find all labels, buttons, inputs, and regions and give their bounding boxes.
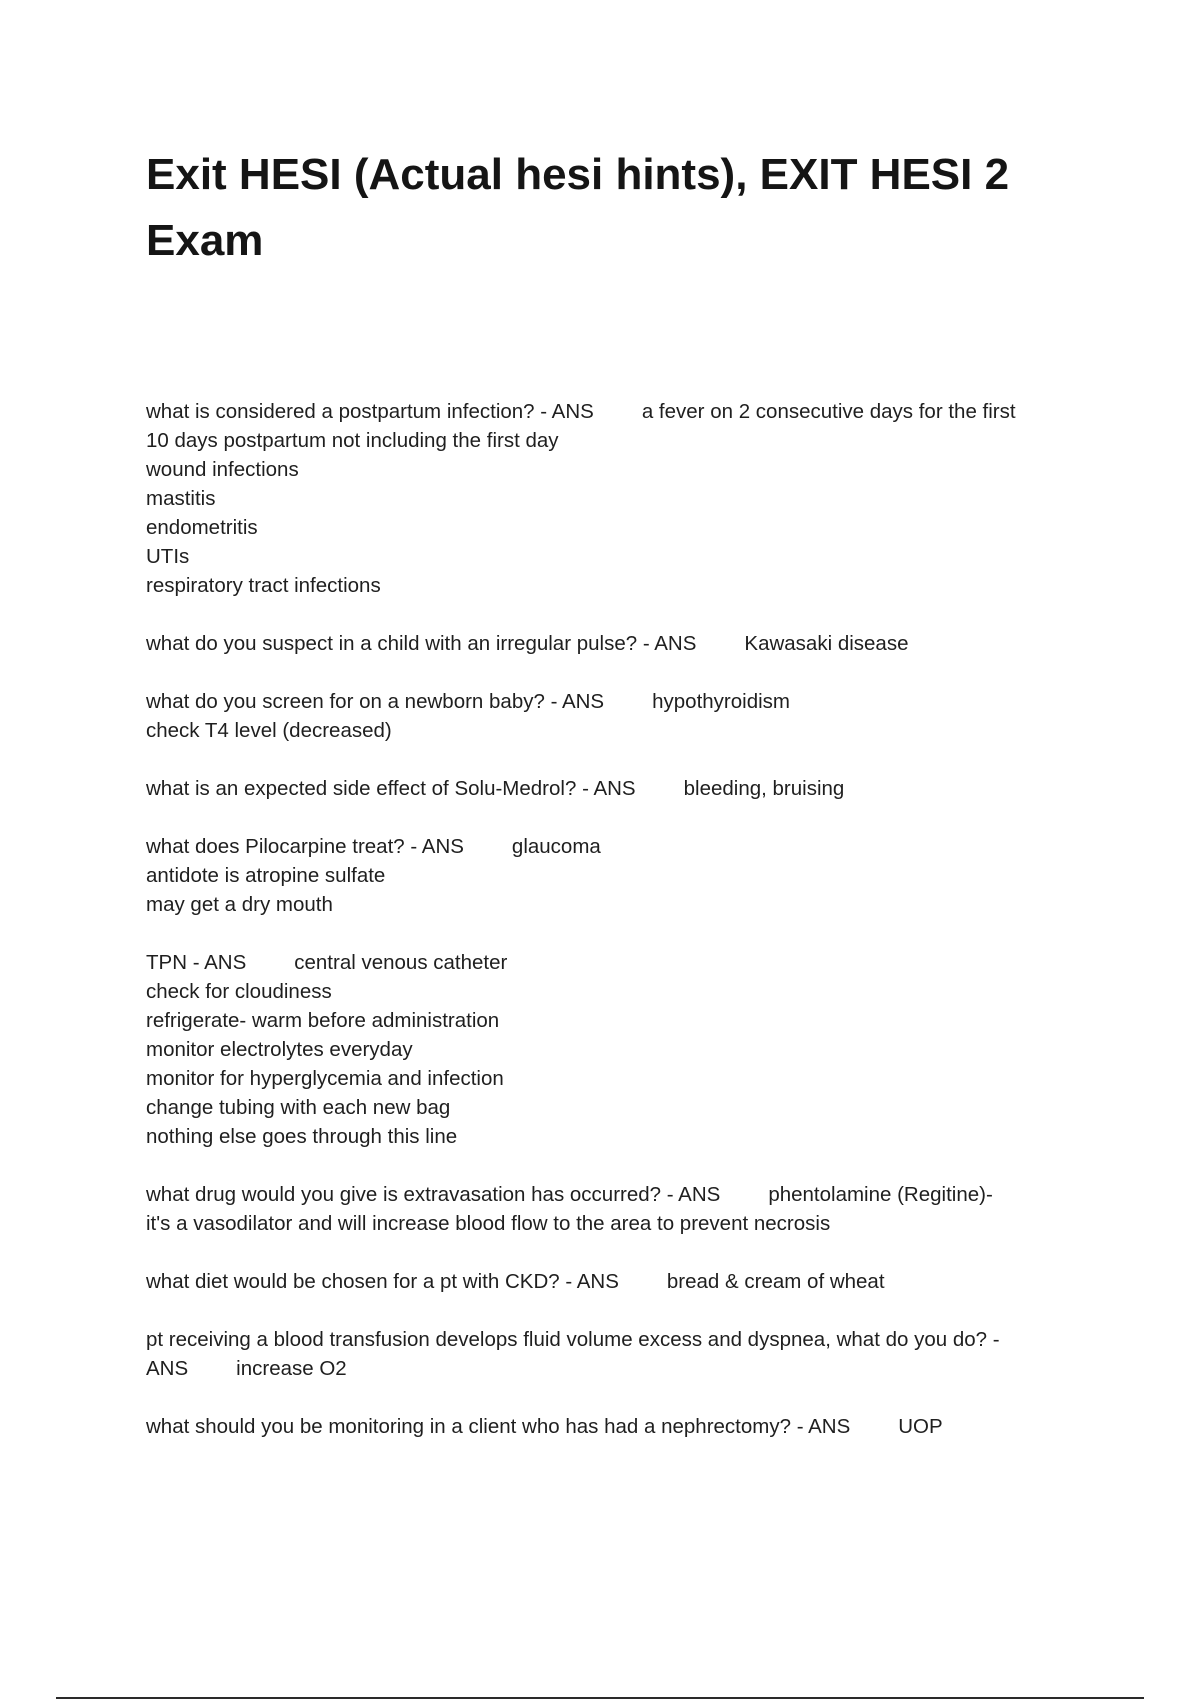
question-text: pt receiving a blood transfusion develops fluid volume excess and dyspnea, what do you do? - <box>146 1328 1000 1351</box>
detail-line: check T4 level (decreased) <box>146 719 392 742</box>
qa-entry <box>146 1325 1096 1383</box>
qa-first-line <box>146 774 1096 803</box>
detail-line: wound infections <box>146 458 299 481</box>
detail-line: endometritis <box>146 516 258 539</box>
qa-first-line <box>146 1180 1096 1209</box>
qa-entry <box>146 397 1096 600</box>
detail-line: 10 days postpartum not including the first day <box>146 429 559 452</box>
qa-first-line <box>146 1412 1096 1441</box>
qa-first-line <box>146 687 1096 716</box>
question-text: what is considered a postpartum infection? - ANS <box>146 400 594 423</box>
answer-text: hypothyroidism <box>652 690 790 713</box>
question-text: TPN - ANS <box>146 951 247 974</box>
detail-line: may get a dry mouth <box>146 893 333 916</box>
answer-text: central venous catheter <box>294 951 508 974</box>
qa-entry <box>146 687 1096 745</box>
detail-line: monitor for hyperglycemia and infection <box>146 1067 504 1090</box>
answer-text: bleeding, bruising <box>683 777 845 800</box>
answer-text: increase O2 <box>236 1357 347 1380</box>
question-text: what does Pilocarpine treat? - ANS <box>146 835 464 858</box>
answer-text: glaucoma <box>511 835 601 858</box>
detail-line: UTIs <box>146 545 190 568</box>
footer-divider <box>56 1697 1144 1699</box>
detail-line: monitor electrolytes everyday <box>146 1038 413 1061</box>
answer-text: UOP <box>898 1415 943 1438</box>
answer-text: Kawasaki disease <box>744 632 909 655</box>
qa-first-line <box>146 1325 1096 1354</box>
detail-line: check for cloudiness <box>146 980 332 1003</box>
qa-entry <box>146 1267 1096 1296</box>
qa-first-line <box>146 832 1096 861</box>
qa-first-line <box>146 397 1096 426</box>
qa-entry <box>146 832 1096 919</box>
detail-line: respiratory tract infections <box>146 574 381 597</box>
question-text: what drug would you give is extravasation has occurred? - ANS <box>146 1183 721 1206</box>
qa-first-line <box>146 948 1096 977</box>
qa-entry <box>146 774 1096 803</box>
qa-entry <box>146 948 1096 1151</box>
detail-line: change tubing with each new bag <box>146 1096 451 1119</box>
qa-list <box>146 397 1096 1470</box>
question-text: what should you be monitoring in a client who has had a nephrectomy? - ANS <box>146 1415 851 1438</box>
ans-label: ANS <box>146 1357 189 1380</box>
document-title: Exit HESI (Actual hesi hints), EXIT HESI 2 Exam <box>146 150 1010 265</box>
detail-line: antidote is atropine sulfate <box>146 864 386 887</box>
answer-text: phentolamine (Regitine)- <box>768 1183 993 1206</box>
qa-entry <box>146 1412 1096 1441</box>
qa-first-line <box>146 1267 1096 1296</box>
qa-first-line <box>146 629 1096 658</box>
detail-line: nothing else goes through this line <box>146 1125 458 1148</box>
question-text: what diet would be chosen for a pt with CKD? - ANS <box>146 1270 619 1293</box>
qa-entry <box>146 1180 1096 1238</box>
qa-second-line <box>146 1354 1096 1383</box>
question-text: what do you screen for on a newborn baby? - ANS <box>146 690 605 713</box>
question-text: what do you suspect in a child with an irregular pulse? - ANS <box>146 632 697 655</box>
answer-text: a fever on 2 consecutive days for the first <box>641 400 1016 423</box>
detail-line: mastitis <box>146 487 216 510</box>
answer-text: bread & cream of wheat <box>666 1270 885 1293</box>
detail-line: it's a vasodilator and will increase blood flow to the area to prevent necrosis <box>146 1212 831 1235</box>
qa-entry <box>146 629 1096 658</box>
question-text: what is an expected side effect of Solu-Medrol? - ANS <box>146 777 636 800</box>
detail-line: refrigerate- warm before administration <box>146 1009 500 1032</box>
